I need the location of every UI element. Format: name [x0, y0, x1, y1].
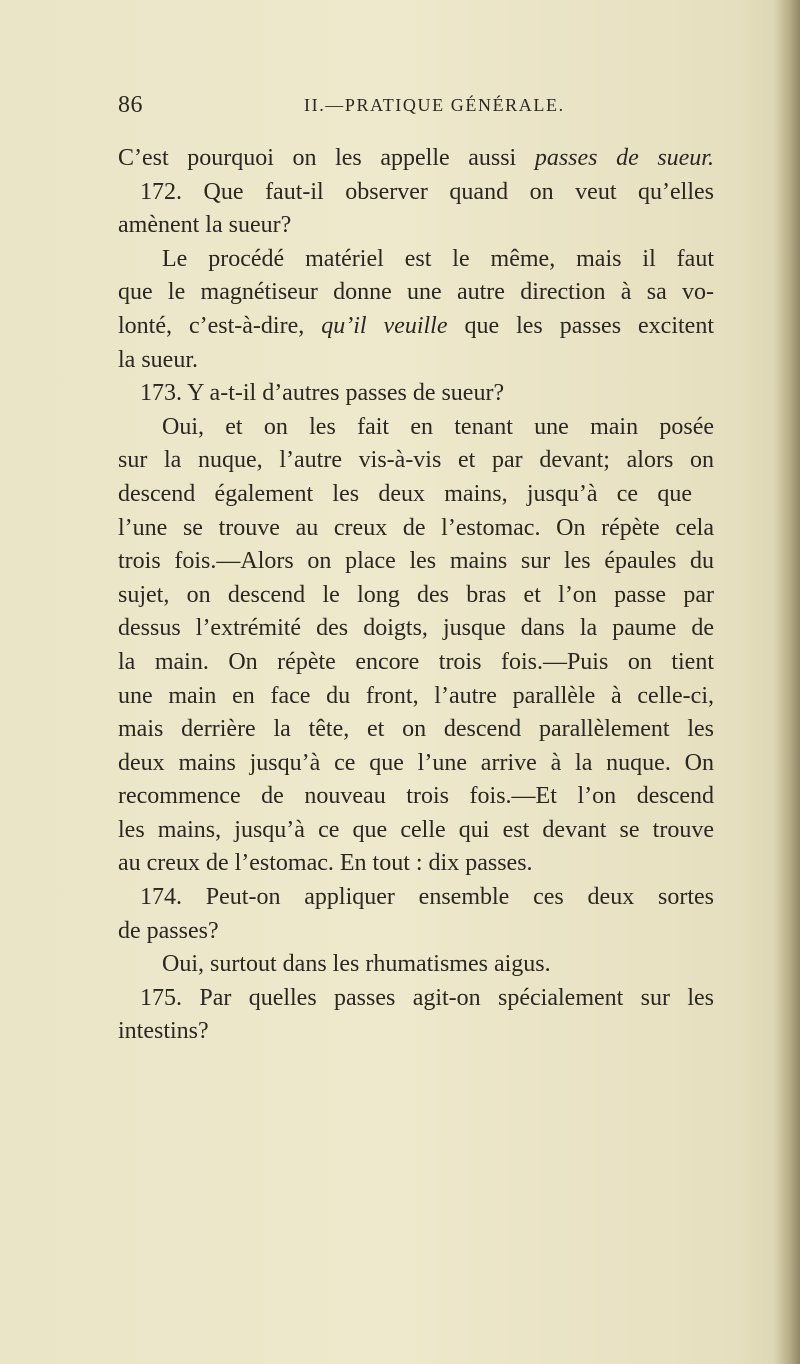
- text-line: C’est pourquoi on les appelle aussi passes de sueur.: [118, 145, 714, 171]
- question-line: 172. Que faut-il observer quand on veut qu’elles: [140, 178, 714, 205]
- text-line: dessus l’extrémité des doigts, jusque dans la paume de: [118, 615, 714, 642]
- text-line: au creux de l’estomac. En tout : dix passes.: [118, 850, 533, 877]
- answer-line: Le procédé matériel est le même, mais il faut: [162, 245, 714, 272]
- text-line: trois fois.—Alors on place les mains sur les épaules du: [118, 548, 714, 575]
- text-line: la main. On répète encore trois fois.—Puis on tient: [118, 648, 714, 675]
- text-line: recommence de nouveau trois fois.—Et l’on descend: [118, 783, 714, 810]
- italic-phrase: qu’il veuille: [321, 312, 448, 339]
- text-line: mais derrière la tête, et on descend parallèlement les: [118, 716, 714, 743]
- text-line: amènent la sueur?: [118, 212, 292, 239]
- text-line: deux mains jusqu’à ce que l’une arrive à la nuque. On: [118, 749, 714, 776]
- text-line: descend également les deux mains, jusqu’à ce que: [118, 480, 692, 507]
- italic-phrase: passes de sueur.: [534, 145, 714, 171]
- text-line: l’une se trouve au creux de l’estomac. On répète cela: [118, 514, 714, 541]
- question-line: 173. Y a-t-il d’autres passes de sueur?: [140, 380, 505, 407]
- question-line: 174. Peut-on appliquer ensemble ces deux sortes: [140, 884, 714, 911]
- answer-line: Oui, surtout dans les rhumatismes aigus.: [162, 951, 551, 978]
- question-line: 175. Par quelles passes agit-on spécialement sur les: [140, 984, 714, 1011]
- text-line: lonté, c’est-à-dire, qu’il veuille que les passes excitent: [118, 312, 714, 339]
- text-line: la sueur.: [118, 346, 198, 373]
- running-title: II.—PRATIQUE GÉNÉRALE.: [304, 95, 565, 115]
- text-line: sujet, on descend le long des bras et l’on passe par: [118, 581, 714, 608]
- text-line: les mains, jusqu’à ce que celle qui est devant se trouve: [118, 816, 714, 843]
- text-line: intestins?: [118, 1018, 209, 1045]
- text-line: une main en face du front, l’autre parallèle à celle-ci,: [118, 682, 714, 709]
- page-gutter-shadow: [774, 0, 800, 1364]
- answer-line: Oui, et on les fait en tenant une main posée: [162, 413, 714, 440]
- text-line: sur la nuque, l’autre vis-à-vis et par devant; alors on: [118, 447, 714, 474]
- body-text: [118, 142, 714, 1049]
- running-head: [118, 92, 708, 124]
- text-line: de passes?: [118, 917, 219, 944]
- text-line: que le magnétiseur donne une autre direction à sa vo-: [118, 279, 714, 306]
- page-number: 86: [118, 92, 143, 118]
